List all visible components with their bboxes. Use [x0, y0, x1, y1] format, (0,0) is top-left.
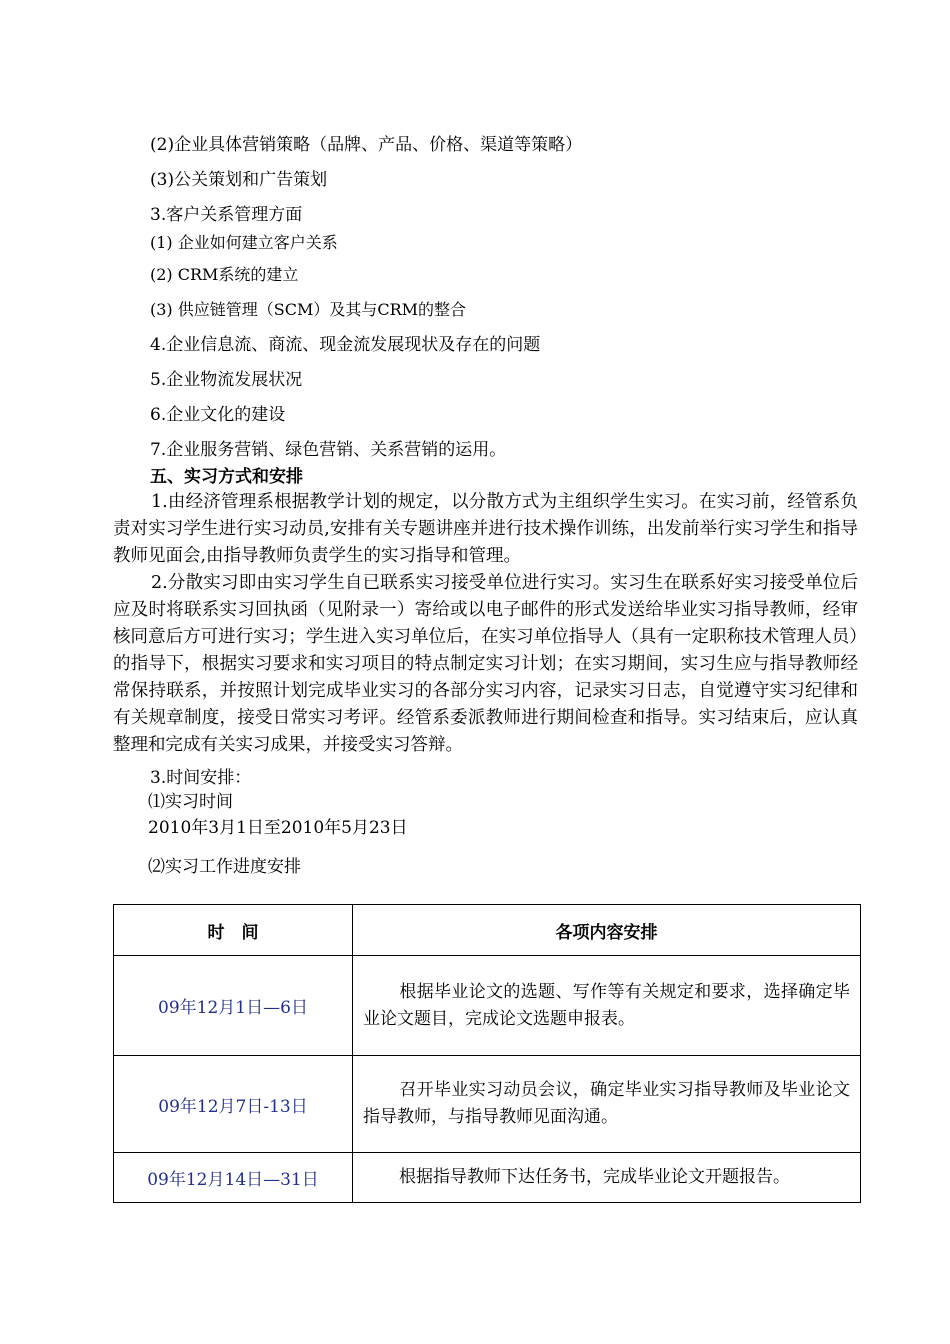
row-time: 09年12月7日-13日 — [114, 1056, 353, 1153]
row-content-text: 根据指导教师下达任务书，完成毕业论文开题报告。 — [399, 1167, 790, 1187]
list-line: (1) 企业如何建立客户关系 — [150, 233, 338, 252]
paragraph-2 — [113, 570, 858, 759]
time-arrangement-title: 3.时间安排： — [150, 768, 252, 788]
list-line: 6.企业文化的建设 — [150, 405, 286, 425]
table-row — [114, 1153, 861, 1203]
list-line: 5.企业物流发展状况 — [150, 370, 303, 390]
list-line: 7.企业服务营销、绿色营销、关系营销的运用。 — [150, 440, 507, 460]
table-row — [114, 1056, 861, 1153]
paragraph-1 — [113, 489, 858, 570]
row-content — [353, 1153, 861, 1203]
section-heading: 五、实习方式和安排 — [150, 467, 303, 487]
list-line: (2) CRM系统的建立 — [150, 265, 299, 284]
paragraph-text: 2.分散实习即由实习学生自已联系实习接受单位进行实习。实习生在联系好实习接受单位后应及时将联系实习回执函（见附录一）寄给或以电子邮件的形式发送给毕业实习指导教师，经审核同意后方可进行实习；学生进入实习单位后，在实习单位指导人（具有一定职称技术管理人员）的指导下，根据实习要求和实习项目的特点制定实习计划；在实习期间，实习生应与指导教师经常保持联系，并按照计划完成毕业实习的各部分实习内容，记录实习日志，自觉遵守实习纪律和有关规章制度，接受日常实习考评。经管系委派教师进行期间检查和指导。实习结束后，应认真整理和完成有关实习成果，并接受实习答辩。 — [113, 573, 858, 755]
row-time: 09年12月14日—31日 — [114, 1153, 353, 1203]
table-row — [114, 956, 861, 1056]
table-header-row — [114, 905, 861, 956]
row-content-text: 根据毕业论文的选题、写作等有关规定和要求，选择确定毕业论文题目，完成论文选题申报表。 — [363, 981, 850, 1029]
header-content: 各项内容安排 — [353, 905, 861, 956]
period-label: ⑴实习时间 — [148, 792, 233, 812]
row-content — [353, 956, 861, 1056]
progress-label: ⑵实习工作进度安排 — [148, 857, 301, 877]
period-value: 2010年3月1日至2010年5月23日 — [148, 818, 408, 838]
list-line: 3.客户关系管理方面 — [150, 205, 303, 225]
header-time: 时 间 — [114, 905, 353, 956]
paragraph-text: 1.由经济管理系根据教学计划的规定，以分散方式为主组织学生实习。在实习前，经管系负责对实习学生进行实习动员,安排有关专题讲座并进行技术操作训练，出发前举行实习学生和指导教师见面会,由指导教师负责学生的实习指导和管理。 — [113, 492, 858, 566]
list-line: (2)企业具体营销策略（品牌、产品、价格、渠道等策略） — [150, 135, 583, 155]
row-time: 09年12月1日—6日 — [114, 956, 353, 1056]
list-line: (3) 供应链管理（SCM）及其与CRM的整合 — [150, 300, 467, 319]
row-content-text: 召开毕业实习动员会议，确定毕业实习指导教师及毕业论文指导教师，与指导教师见面沟通。 — [363, 1080, 850, 1127]
list-line: 4.企业信息流、商流、现金流发展现状及存在的问题 — [150, 335, 541, 355]
schedule-table — [113, 904, 861, 1203]
row-content — [353, 1056, 861, 1153]
list-line: (3)公关策划和广告策划 — [150, 170, 328, 190]
